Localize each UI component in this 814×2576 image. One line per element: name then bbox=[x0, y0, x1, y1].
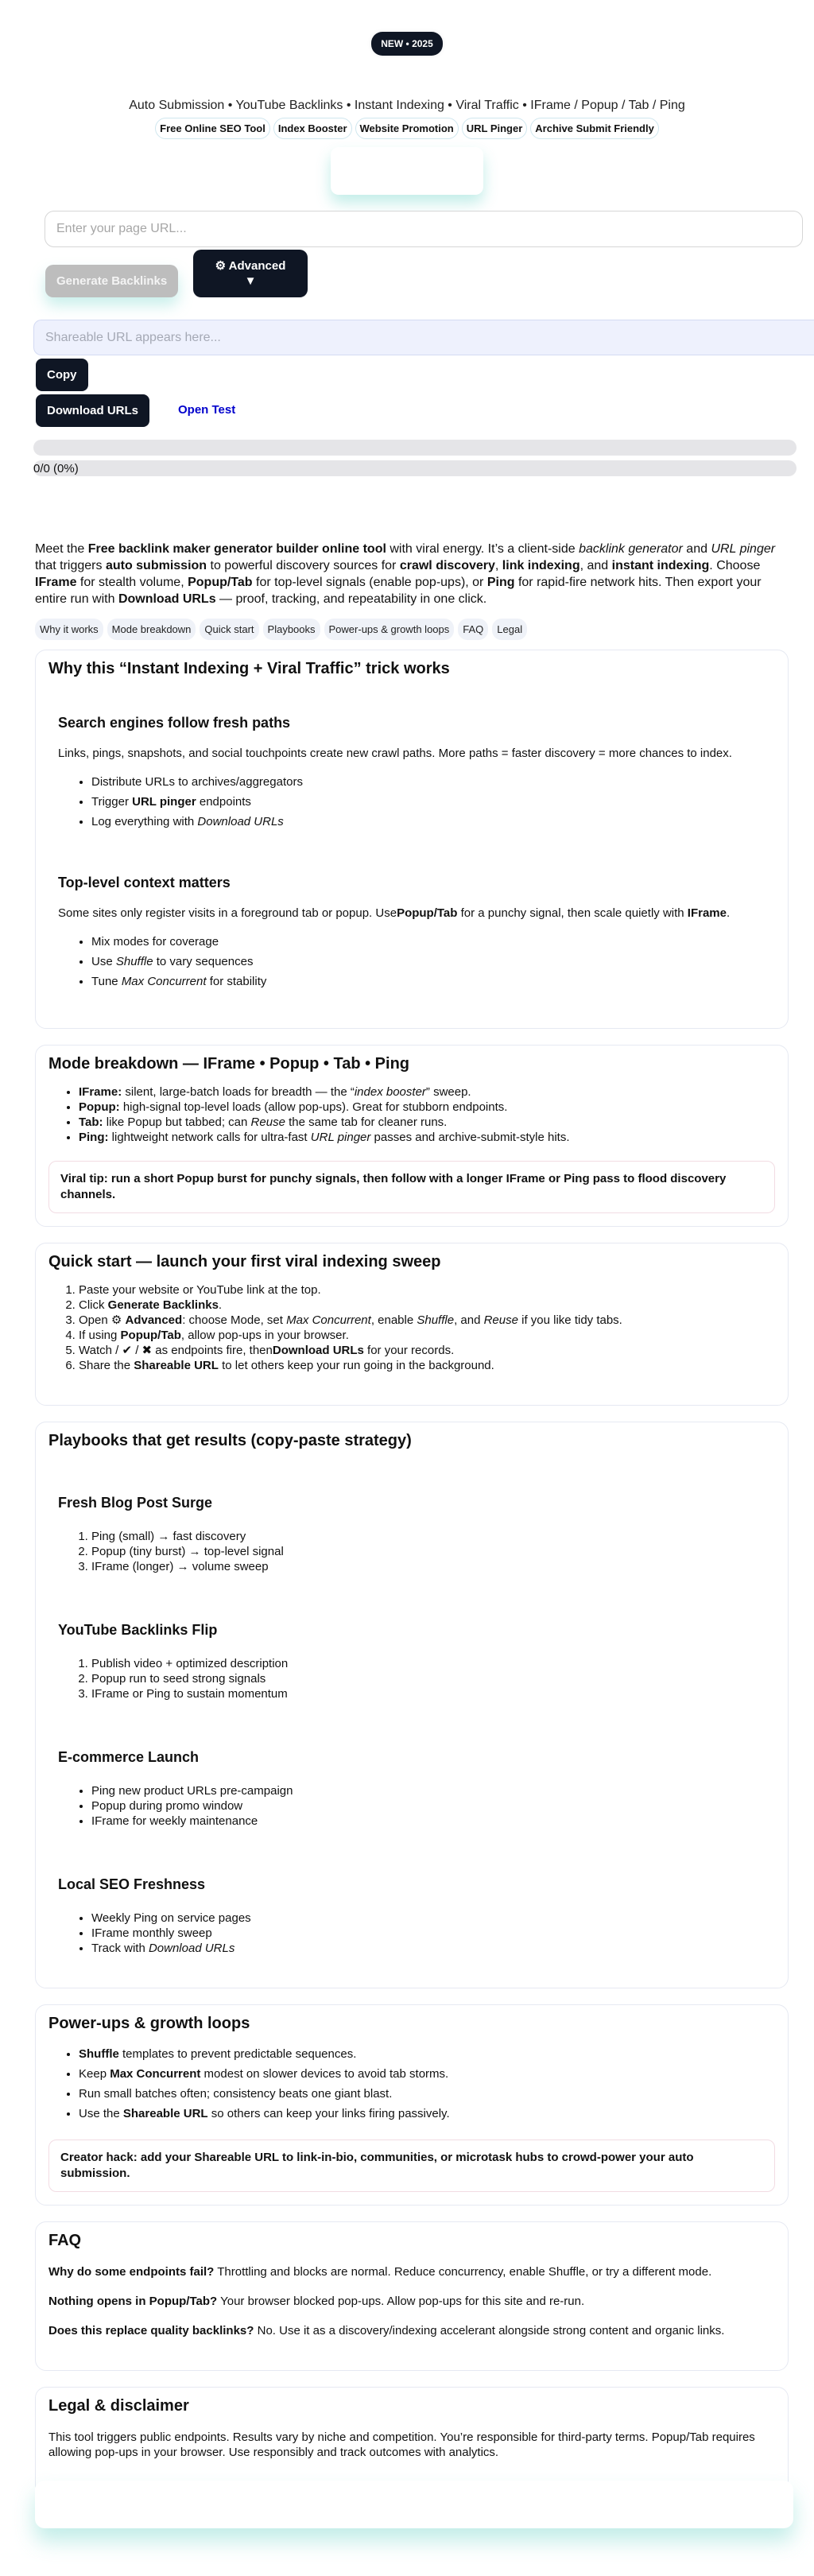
toc-faq[interactable]: FAQ bbox=[458, 619, 488, 640]
list-item: • Use the Shareable URL so others can keep your links firing passively. bbox=[79, 2104, 775, 2124]
bullet-list bbox=[58, 932, 766, 991]
numbered-list bbox=[58, 1656, 766, 1701]
hero-card bbox=[331, 147, 483, 195]
list-item: 5. Watch / ✔ / ✖ as endpoints fire, thenDownload URLs for your records. bbox=[79, 1343, 775, 1358]
why-it-works-section bbox=[35, 650, 789, 1029]
progress-track bbox=[33, 460, 797, 476]
tagline: Auto Submission • YouTube Backlinks • Instant Indexing • Viral Traffic • IFrame / Popup / Tab / Ping bbox=[129, 99, 685, 112]
quick-start-section bbox=[35, 1243, 789, 1406]
section-title: Quick start — launch your first viral indexing sweep bbox=[48, 1253, 441, 1271]
legal-section bbox=[35, 2387, 789, 2496]
list-item: • Mix modes for coverage bbox=[91, 932, 766, 952]
list-item: • IFrame: silent, large-batch loads for breadth — the “index booster” sweep. bbox=[79, 1084, 775, 1100]
content bbox=[35, 541, 789, 2496]
playbook bbox=[48, 1450, 775, 1574]
progress-text: 0/0 (0%) bbox=[33, 462, 79, 475]
progress-bar bbox=[33, 440, 797, 456]
new-badge: NEW • 2025 bbox=[371, 32, 443, 56]
faq-question: Nothing opens in Popup/Tab? bbox=[48, 2295, 218, 2308]
playbook bbox=[48, 1829, 775, 1956]
playbook bbox=[48, 1574, 775, 1701]
list-item: • Track with Download URLs bbox=[91, 1941, 766, 1956]
faq-item bbox=[48, 2323, 775, 2338]
generate-backlinks-button[interactable]: Generate Backlinks bbox=[45, 265, 178, 297]
intro-paragraph: Meet the Free backlink maker generator builder online tool with viral energy. It’s a client-side backlink generator and URL pinger that triggers auto submission to powerful discovery sources for crawl discovery, link indexing, and instant indexing. Choose IFrame for stealth volume, Popup/Tab for top-level signals (enable pop-ups), or Ping for rapid-fire network hits. Then export your entire run with Download URLs — proof, tracking, and repeatability in one click. bbox=[35, 542, 776, 606]
numbered-list bbox=[48, 1282, 775, 1373]
list-item: • Weekly Ping on service pages bbox=[91, 1911, 766, 1926]
open-test-link[interactable]: Open Test bbox=[178, 403, 236, 417]
section-title: Why this “Instant Indexing + Viral Traffic” trick works bbox=[48, 660, 450, 677]
list-item: 3. IFrame (longer) → volume sweep bbox=[91, 1559, 766, 1574]
faq-item bbox=[48, 2294, 775, 2309]
faq-answer: No. Use it as a discovery/indexing accelerant alongside strong content and organic links. bbox=[254, 2324, 725, 2337]
hero bbox=[0, 0, 814, 195]
list-item: 2. Popup run to seed strong signals bbox=[91, 1671, 766, 1686]
bullet-list bbox=[48, 2044, 775, 2124]
mode-breakdown-section bbox=[35, 1045, 789, 1227]
subsection-text: Links, pings, snapshots, and social touchpoints create new crawl paths. More paths = faster discovery = more chances to index. bbox=[58, 747, 732, 760]
list-item: • IFrame for weekly maintenance bbox=[91, 1814, 766, 1829]
subsection bbox=[48, 678, 775, 832]
list-item: • Run small batches often; consistency beats one giant blast. bbox=[79, 2084, 775, 2104]
copy-button[interactable]: Copy bbox=[36, 359, 88, 391]
power-ups-section bbox=[35, 2004, 789, 2206]
list-item: 1. Publish video + optimized description bbox=[91, 1656, 766, 1671]
list-item: • IFrame monthly sweep bbox=[91, 1926, 766, 1941]
list-item: • Popup during promo window bbox=[91, 1798, 766, 1814]
toc-mode-breakdown[interactable]: Mode breakdown bbox=[107, 619, 196, 640]
list-item: 1. Ping (small) → fast discovery bbox=[91, 1529, 766, 1544]
subsection bbox=[48, 832, 775, 1015]
list-item: 4. If using Popup/Tab, allow pop-ups in your browser. bbox=[79, 1328, 775, 1343]
creator-hack-callout: Creator hack: add your Shareable URL to link-in-bio, communities, or microtask hubs to crowd-power your auto submission. bbox=[48, 2140, 775, 2192]
table-of-contents bbox=[35, 619, 789, 640]
advanced-button[interactable] bbox=[193, 250, 308, 297]
list-item: 1. Paste your website or YouTube link at the top. bbox=[79, 1282, 775, 1298]
list-item: 2. Popup (tiny burst) → top-level signal bbox=[91, 1544, 766, 1559]
chip: Archive Submit Friendly bbox=[530, 118, 659, 139]
list-item: • Ping: lightweight network calls for ultra-fast URL pinger passes and archive-submit-style hits. bbox=[79, 1130, 775, 1145]
playbook-title: Local SEO Freshness bbox=[58, 1876, 206, 1892]
subsection-text: Some sites only register visits in a foreground tab or popup. UsePopup/Tab for a punchy signal, then scale quietly with IFrame. bbox=[58, 906, 731, 920]
playbooks-section bbox=[35, 1422, 789, 1988]
faq-item bbox=[48, 2264, 775, 2279]
chip: Website Promotion bbox=[355, 118, 459, 139]
faq-question: Why do some endpoints fail? bbox=[48, 2265, 215, 2279]
subsection-title: Search engines follow fresh paths bbox=[58, 715, 291, 731]
url-input[interactable] bbox=[45, 211, 803, 247]
faq-answer: Throttling and blocks are normal. Reduce concurrency, enable Shuffle, or try a different mode. bbox=[214, 2265, 712, 2279]
shareable-url-field[interactable] bbox=[33, 320, 814, 355]
chip: URL Pinger bbox=[462, 118, 528, 139]
list-item: • Tab: like Popup but tabbed; can Reuse the same tab for cleaner runs. bbox=[79, 1115, 775, 1130]
bullet-list bbox=[58, 1911, 766, 1956]
numbered-list bbox=[58, 1529, 766, 1574]
toc-playbooks[interactable]: Playbooks bbox=[263, 619, 320, 640]
list-item: • Distribute URLs to archives/aggregators bbox=[91, 772, 766, 792]
list-item: 6. Share the Shareable URL to let others keep your run going in the background. bbox=[79, 1358, 775, 1373]
toc-legal[interactable]: Legal bbox=[492, 619, 527, 640]
faq-section bbox=[35, 2221, 789, 2371]
list-item: • Ping new product URLs pre-campaign bbox=[91, 1783, 766, 1798]
chip: Free Online SEO Tool bbox=[155, 118, 270, 139]
keyword-chips bbox=[0, 118, 814, 139]
list-item: • Log everything with Download URLs bbox=[91, 812, 766, 832]
list-item: • Trigger URL pinger endpoints bbox=[91, 792, 766, 812]
toc-power-ups[interactable]: Power-ups & growth loops bbox=[324, 619, 455, 640]
list-item: 3. Open ⚙ Advanced: choose Mode, set Max Concurrent, enable Shuffle, and Reuse if you like tidy tabs. bbox=[79, 1313, 775, 1328]
chevron-down-icon: ▼ bbox=[244, 274, 257, 288]
bullet-list bbox=[48, 1084, 775, 1145]
footer-card bbox=[35, 2481, 793, 2528]
section-title: Power-ups & growth loops bbox=[48, 2015, 250, 2032]
list-item: 2. Click Generate Backlinks. bbox=[79, 1298, 775, 1313]
bullet-list bbox=[58, 1783, 766, 1829]
list-item: • Popup: high-signal top-level loads (allow pop-ups). Great for stubborn endpoints. bbox=[79, 1100, 775, 1115]
playbook-title: Fresh Blog Post Surge bbox=[58, 1495, 213, 1511]
playbook-title: YouTube Backlinks Flip bbox=[58, 1622, 218, 1638]
section-title: Mode breakdown — IFrame • Popup • Tab • Ping bbox=[48, 1055, 410, 1073]
toc-quick-start[interactable]: Quick start bbox=[200, 619, 258, 640]
section-title: Legal & disclaimer bbox=[48, 2397, 189, 2415]
advanced-label: ⚙ Advanced bbox=[215, 259, 286, 273]
list-item: 3. IFrame or Ping to sustain momentum bbox=[91, 1686, 766, 1701]
playbook bbox=[48, 1701, 775, 1829]
list-item: • Keep Max Concurrent modest on slower devices to avoid tab storms. bbox=[79, 2064, 775, 2084]
section-title: Playbooks that get results (copy-paste strategy) bbox=[48, 1432, 412, 1449]
viral-tip-callout: Viral tip: run a short Popup burst for punchy signals, then follow with a longer IFrame or Ping pass to flood discovery channels. bbox=[48, 1161, 775, 1213]
list-item: • Tune Max Concurrent for stability bbox=[91, 972, 766, 991]
list-item: • Use Shuffle to vary sequences bbox=[91, 952, 766, 972]
section-title: FAQ bbox=[48, 2232, 82, 2249]
bullet-list bbox=[58, 772, 766, 832]
playbook-title: E-commerce Launch bbox=[58, 1749, 200, 1765]
toc-why-it-works[interactable]: Why it works bbox=[35, 619, 103, 640]
subsection-title: Top-level context matters bbox=[58, 875, 231, 890]
download-urls-button[interactable]: Download URLs bbox=[36, 394, 149, 427]
faq-question: Does this replace quality backlinks? bbox=[48, 2324, 254, 2337]
chip: Index Booster bbox=[273, 118, 352, 139]
list-item: • Shuffle templates to prevent predictable sequences. bbox=[79, 2044, 775, 2064]
legal-text: This tool triggers public endpoints. Results vary by niche and competition. You’re responsible for third-party terms. Popup/Tab requires allowing pop-ups in your browser. Use responsibly and track outcomes with analytics. bbox=[48, 2431, 755, 2459]
faq-answer: Your browser blocked pop-ups. Allow pop-ups for this site and re-run. bbox=[217, 2295, 585, 2308]
